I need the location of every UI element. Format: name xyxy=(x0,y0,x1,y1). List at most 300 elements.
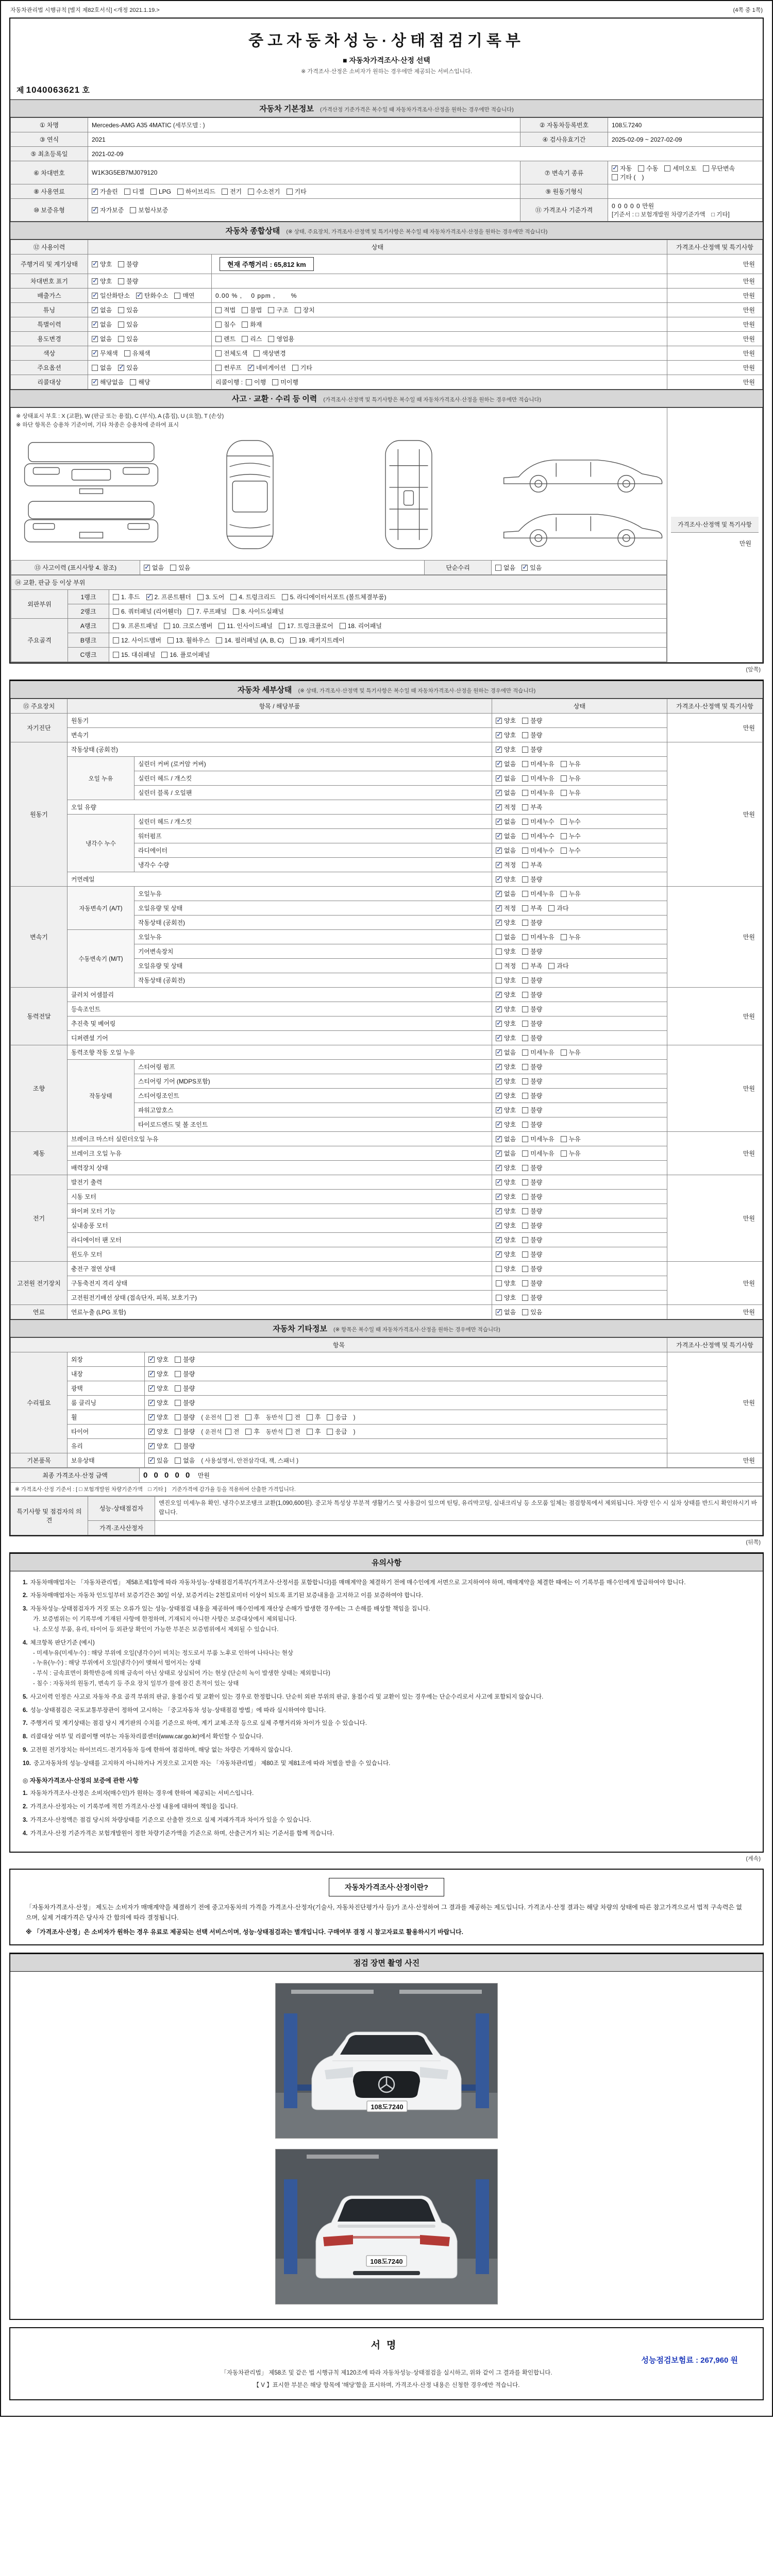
checkbox-option[interactable] xyxy=(146,592,191,601)
checkbox-icon[interactable] xyxy=(522,1078,528,1084)
checkbox-option[interactable] xyxy=(522,1033,542,1042)
checkbox-icon[interactable] xyxy=(215,321,222,328)
checkbox-icon[interactable] xyxy=(215,336,222,342)
checkbox-icon[interactable] xyxy=(175,1414,181,1420)
car-diagram-underbody[interactable] xyxy=(331,435,486,554)
checkbox-option[interactable] xyxy=(92,349,118,358)
checkbox-checked-icon[interactable] xyxy=(496,833,502,839)
checkbox-checked-icon[interactable] xyxy=(136,293,142,299)
checkbox-icon[interactable] xyxy=(496,977,502,984)
checkbox-option[interactable] xyxy=(340,621,382,630)
checkbox-checked-icon[interactable] xyxy=(92,321,98,328)
checkbox-icon[interactable] xyxy=(175,1429,181,1435)
checkbox-icon[interactable] xyxy=(118,307,124,313)
checkbox-option[interactable] xyxy=(286,1413,300,1421)
checkbox-icon[interactable] xyxy=(561,790,567,796)
checkbox-option[interactable] xyxy=(496,933,516,941)
checkbox-option[interactable] xyxy=(286,1427,300,1436)
checkbox-option[interactable] xyxy=(174,291,194,300)
checkbox-checked-icon[interactable] xyxy=(496,1150,502,1157)
checkbox-icon[interactable] xyxy=(113,608,119,615)
checkbox-checked-icon[interactable] xyxy=(496,876,502,883)
checkbox-option[interactable] xyxy=(548,961,568,970)
checkbox-option[interactable] xyxy=(522,1005,542,1013)
checkbox-option[interactable] xyxy=(496,1134,516,1143)
checkbox-option[interactable] xyxy=(496,1091,516,1100)
checkbox-option[interactable] xyxy=(496,1221,516,1230)
checkbox-option[interactable] xyxy=(496,731,516,739)
checkbox-option[interactable] xyxy=(496,1293,516,1302)
checkbox-option[interactable] xyxy=(522,1163,542,1172)
checkbox-option[interactable] xyxy=(496,774,516,783)
checkbox-icon[interactable] xyxy=(268,336,274,342)
checkbox-option[interactable] xyxy=(113,592,140,601)
checkbox-icon[interactable] xyxy=(124,189,130,195)
checkbox-option[interactable] xyxy=(522,563,542,572)
car-diagram-sides[interactable] xyxy=(490,435,676,554)
checkbox-checked-icon[interactable] xyxy=(496,804,502,810)
checkbox-icon[interactable] xyxy=(561,934,567,940)
checkbox-checked-icon[interactable] xyxy=(496,1078,502,1084)
checkbox-icon[interactable] xyxy=(222,189,228,195)
checkbox-option[interactable] xyxy=(148,1413,169,1421)
checkbox-icon[interactable] xyxy=(522,891,528,897)
checkbox-checked-icon[interactable] xyxy=(92,278,98,284)
checkbox-icon[interactable] xyxy=(522,804,528,810)
checkbox-checked-icon[interactable] xyxy=(92,336,98,342)
checkbox-option[interactable] xyxy=(268,334,294,343)
checkbox-checked-icon[interactable] xyxy=(496,732,502,738)
checkbox-option[interactable] xyxy=(522,745,542,754)
checkbox-option[interactable] xyxy=(522,1077,542,1086)
checkbox-icon[interactable] xyxy=(522,934,528,940)
checkbox-option[interactable] xyxy=(290,636,345,645)
checkbox-option[interactable] xyxy=(522,1091,542,1100)
checkbox-checked-icon[interactable] xyxy=(92,207,98,213)
checkbox-option[interactable] xyxy=(188,607,227,616)
checkbox-checked-icon[interactable] xyxy=(148,1400,155,1406)
checkbox-icon[interactable] xyxy=(561,833,567,839)
checkbox-checked-icon[interactable] xyxy=(92,307,98,313)
checkbox-option[interactable] xyxy=(148,1442,169,1450)
checkbox-icon[interactable] xyxy=(522,1251,528,1258)
checkbox-checked-icon[interactable] xyxy=(496,1006,502,1012)
checkbox-option[interactable] xyxy=(197,592,225,601)
checkbox-checked-icon[interactable] xyxy=(496,848,502,854)
checkbox-option[interactable] xyxy=(118,320,138,329)
checkbox-option[interactable] xyxy=(522,1192,542,1201)
checkbox-icon[interactable] xyxy=(175,1385,181,1392)
checkbox-option[interactable] xyxy=(175,1456,195,1465)
checkbox-option[interactable] xyxy=(496,976,516,985)
checkbox-icon[interactable] xyxy=(92,365,98,371)
checkbox-icon[interactable] xyxy=(561,1049,567,1056)
checkbox-option[interactable] xyxy=(496,1178,516,1187)
checkbox-option[interactable] xyxy=(295,306,315,314)
checkbox-option[interactable] xyxy=(136,291,168,300)
checkbox-checked-icon[interactable] xyxy=(144,565,150,571)
checkbox-option[interactable] xyxy=(130,206,168,214)
checkbox-icon[interactable] xyxy=(522,1107,528,1113)
checkbox-icon[interactable] xyxy=(561,761,567,767)
checkbox-option[interactable] xyxy=(522,803,542,811)
checkbox-option[interactable] xyxy=(548,904,568,912)
checkbox-icon[interactable] xyxy=(216,637,222,643)
checkbox-option[interactable] xyxy=(561,774,581,783)
checkbox-checked-icon[interactable] xyxy=(148,1357,155,1363)
checkbox-option[interactable] xyxy=(233,607,284,616)
checkbox-icon[interactable] xyxy=(522,948,528,955)
checkbox-icon[interactable] xyxy=(164,623,170,629)
checkbox-icon[interactable] xyxy=(242,307,248,313)
checkbox-icon[interactable] xyxy=(282,594,288,600)
checkbox-option[interactable] xyxy=(496,1250,516,1259)
checkbox-option[interactable] xyxy=(496,1264,516,1273)
checkbox-option[interactable] xyxy=(144,563,164,572)
checkbox-option[interactable] xyxy=(118,277,138,285)
checkbox-checked-icon[interactable] xyxy=(92,350,98,357)
checkbox-option[interactable] xyxy=(496,1149,516,1158)
checkbox-checked-icon[interactable] xyxy=(148,1429,155,1435)
checkbox-option[interactable] xyxy=(496,788,516,797)
checkbox-option[interactable] xyxy=(522,1264,542,1273)
checkbox-checked-icon[interactable] xyxy=(496,905,502,911)
checkbox-option[interactable] xyxy=(496,990,516,999)
checkbox-icon[interactable] xyxy=(340,623,346,629)
checkbox-option[interactable] xyxy=(522,947,542,956)
checkbox-icon[interactable] xyxy=(188,608,194,615)
checkbox-icon[interactable] xyxy=(522,775,528,782)
checkbox-checked-icon[interactable] xyxy=(148,1371,155,1377)
checkbox-icon[interactable] xyxy=(197,594,204,600)
checkbox-checked-icon[interactable] xyxy=(496,1093,502,1099)
checkbox-option[interactable] xyxy=(496,759,516,768)
checkbox-option[interactable] xyxy=(612,164,632,173)
checkbox-option[interactable] xyxy=(496,961,516,970)
checkbox-option[interactable] xyxy=(496,1048,516,1057)
checkbox-option[interactable] xyxy=(92,187,118,196)
checkbox-option[interactable] xyxy=(92,306,112,314)
checkbox-option[interactable] xyxy=(167,636,210,645)
checkbox-checked-icon[interactable] xyxy=(496,790,502,796)
checkbox-option[interactable] xyxy=(170,563,190,572)
checkbox-checked-icon[interactable] xyxy=(496,819,502,825)
checkbox-icon[interactable] xyxy=(118,278,124,284)
checkbox-icon[interactable] xyxy=(548,905,554,911)
checkbox-option[interactable] xyxy=(522,961,542,970)
checkbox-icon[interactable] xyxy=(268,307,274,313)
checkbox-icon[interactable] xyxy=(279,623,285,629)
checkbox-checked-icon[interactable] xyxy=(496,1021,502,1027)
checkbox-option[interactable] xyxy=(175,1413,195,1421)
checkbox-checked-icon[interactable] xyxy=(496,1179,502,1185)
checkbox-checked-icon[interactable] xyxy=(148,1385,155,1392)
checkbox-icon[interactable] xyxy=(272,379,278,385)
checkbox-icon[interactable] xyxy=(215,365,222,371)
checkbox-icon[interactable] xyxy=(496,1266,502,1272)
checkbox-checked-icon[interactable] xyxy=(496,992,502,998)
checkbox-option[interactable] xyxy=(496,889,516,898)
checkbox-option[interactable] xyxy=(522,1149,554,1158)
checkbox-icon[interactable] xyxy=(175,1371,181,1377)
checkbox-option[interactable] xyxy=(175,1355,195,1364)
checkbox-option[interactable] xyxy=(216,636,284,645)
checkbox-icon[interactable] xyxy=(174,293,180,299)
checkbox-icon[interactable] xyxy=(561,775,567,782)
checkbox-icon[interactable] xyxy=(561,848,567,854)
checkbox-option[interactable] xyxy=(164,621,212,630)
checkbox-option[interactable] xyxy=(496,817,516,826)
checkbox-option[interactable] xyxy=(561,832,581,840)
checkbox-icon[interactable] xyxy=(522,1237,528,1243)
checkbox-icon[interactable] xyxy=(496,948,502,955)
checkbox-option[interactable] xyxy=(175,1427,195,1436)
checkbox-icon[interactable] xyxy=(254,350,260,357)
checkbox-icon[interactable] xyxy=(175,1458,181,1464)
checkbox-icon[interactable] xyxy=(522,1150,528,1157)
checkbox-option[interactable] xyxy=(561,1134,581,1143)
checkbox-icon[interactable] xyxy=(522,1165,528,1171)
checkbox-icon[interactable] xyxy=(130,207,136,213)
checkbox-option[interactable] xyxy=(522,1207,542,1215)
checkbox-option[interactable] xyxy=(561,1149,581,1158)
checkbox-option[interactable] xyxy=(246,378,266,386)
checkbox-icon[interactable] xyxy=(118,336,124,342)
checkbox-checked-icon[interactable] xyxy=(92,261,98,267)
checkbox-icon[interactable] xyxy=(522,848,528,854)
checkbox-option[interactable] xyxy=(496,832,516,840)
checkbox-option[interactable] xyxy=(496,745,516,754)
checkbox-option[interactable] xyxy=(496,1033,516,1042)
checkbox-checked-icon[interactable] xyxy=(496,1136,502,1142)
checkbox-checked-icon[interactable] xyxy=(148,1443,155,1449)
checkbox-option[interactable] xyxy=(496,803,516,811)
checkbox-option[interactable] xyxy=(248,187,280,196)
checkbox-option[interactable] xyxy=(118,363,138,372)
checkbox-icon[interactable] xyxy=(522,1064,528,1070)
checkbox-option[interactable] xyxy=(124,187,144,196)
checkbox-icon[interactable] xyxy=(175,1400,181,1406)
checkbox-option[interactable] xyxy=(113,621,158,630)
checkbox-icon[interactable] xyxy=(287,189,293,195)
checkbox-icon[interactable] xyxy=(307,1429,313,1435)
checkbox-icon[interactable] xyxy=(496,934,502,940)
checkbox-icon[interactable] xyxy=(118,261,124,267)
checkbox-option[interactable] xyxy=(148,1369,169,1378)
checkbox-checked-icon[interactable] xyxy=(496,891,502,897)
checkbox-icon[interactable] xyxy=(113,594,119,600)
checkbox-option[interactable] xyxy=(522,1178,542,1187)
checkbox-icon[interactable] xyxy=(295,307,301,313)
checkbox-option[interactable] xyxy=(496,716,516,725)
checkbox-icon[interactable] xyxy=(496,963,502,969)
checkbox-option[interactable] xyxy=(522,1048,554,1057)
checkbox-option[interactable] xyxy=(268,306,288,314)
checkbox-option[interactable] xyxy=(124,349,150,358)
checkbox-icon[interactable] xyxy=(286,1429,292,1435)
checkbox-icon[interactable] xyxy=(522,747,528,753)
checkbox-option[interactable] xyxy=(242,320,262,329)
checkbox-icon[interactable] xyxy=(522,1093,528,1099)
checkbox-option[interactable] xyxy=(225,1427,240,1436)
checkbox-icon[interactable] xyxy=(219,623,225,629)
checkbox-option[interactable] xyxy=(703,164,735,173)
checkbox-checked-icon[interactable] xyxy=(496,1122,502,1128)
checkbox-icon[interactable] xyxy=(118,321,124,328)
checkbox-icon[interactable] xyxy=(113,637,119,643)
checkbox-option[interactable] xyxy=(561,788,581,797)
checkbox-icon[interactable] xyxy=(242,321,248,328)
checkbox-icon[interactable] xyxy=(246,379,252,385)
checkbox-option[interactable] xyxy=(522,1250,542,1259)
checkbox-icon[interactable] xyxy=(522,1049,528,1056)
checkbox-option[interactable] xyxy=(522,731,542,739)
checkbox-checked-icon[interactable] xyxy=(496,747,502,753)
checkbox-option[interactable] xyxy=(522,1235,542,1244)
checkbox-checked-icon[interactable] xyxy=(496,775,502,782)
checkbox-icon[interactable] xyxy=(522,833,528,839)
checkbox-option[interactable] xyxy=(522,904,542,912)
checkbox-icon[interactable] xyxy=(522,718,528,724)
checkbox-checked-icon[interactable] xyxy=(92,379,98,385)
checkbox-icon[interactable] xyxy=(230,594,237,600)
checkbox-icon[interactable] xyxy=(522,920,528,926)
checkbox-option[interactable] xyxy=(496,904,516,912)
checkbox-icon[interactable] xyxy=(150,189,157,195)
checkbox-option[interactable] xyxy=(638,164,658,173)
car-diagram-top[interactable] xyxy=(173,435,327,554)
checkbox-icon[interactable] xyxy=(561,891,567,897)
checkbox-checked-icon[interactable] xyxy=(496,761,502,767)
checkbox-icon[interactable] xyxy=(522,1208,528,1214)
checkbox-option[interactable] xyxy=(522,1106,542,1114)
checkbox-checked-icon[interactable] xyxy=(496,1035,502,1041)
checkbox-icon[interactable] xyxy=(522,963,528,969)
checkbox-option[interactable] xyxy=(272,378,298,386)
checkbox-option[interactable] xyxy=(245,1427,260,1436)
checkbox-option[interactable] xyxy=(496,1019,516,1028)
checkbox-option[interactable] xyxy=(215,320,236,329)
checkbox-icon[interactable] xyxy=(638,165,644,172)
checkbox-icon[interactable] xyxy=(522,1136,528,1142)
checkbox-checked-icon[interactable] xyxy=(496,862,502,868)
checkbox-icon[interactable] xyxy=(522,1122,528,1128)
checkbox-option[interactable] xyxy=(496,1279,516,1287)
checkbox-option[interactable] xyxy=(118,260,138,268)
checkbox-icon[interactable] xyxy=(522,732,528,738)
checkbox-icon[interactable] xyxy=(177,189,183,195)
checkbox-option[interactable] xyxy=(148,1398,169,1407)
checkbox-option[interactable] xyxy=(522,875,542,884)
checkbox-icon[interactable] xyxy=(113,623,119,629)
checkbox-icon[interactable] xyxy=(522,862,528,868)
checkbox-option[interactable] xyxy=(561,846,581,855)
checkbox-option[interactable] xyxy=(496,1207,516,1215)
checkbox-option[interactable] xyxy=(118,306,138,314)
checkbox-icon[interactable] xyxy=(170,565,176,571)
checkbox-icon[interactable] xyxy=(161,652,167,658)
checkbox-option[interactable] xyxy=(496,1120,516,1129)
checkbox-option[interactable] xyxy=(522,716,542,725)
checkbox-icon[interactable] xyxy=(495,565,501,571)
checkbox-option[interactable] xyxy=(215,363,242,372)
checkbox-option[interactable] xyxy=(561,759,581,768)
checkbox-option[interactable] xyxy=(496,1163,516,1172)
checkbox-option[interactable] xyxy=(279,621,333,630)
checkbox-option[interactable] xyxy=(118,334,138,343)
checkbox-checked-icon[interactable] xyxy=(496,1194,502,1200)
checkbox-icon[interactable] xyxy=(522,1021,528,1027)
checkbox-option[interactable] xyxy=(496,1235,516,1244)
checkbox-checked-icon[interactable] xyxy=(148,1414,155,1420)
checkbox-option[interactable] xyxy=(175,1384,195,1393)
checkbox-option[interactable] xyxy=(522,1221,542,1230)
checkbox-option[interactable] xyxy=(522,1019,542,1028)
checkbox-option[interactable] xyxy=(522,918,542,927)
checkbox-checked-icon[interactable] xyxy=(496,920,502,926)
checkbox-icon[interactable] xyxy=(703,165,709,172)
checkbox-option[interactable] xyxy=(522,817,554,826)
checkbox-checked-icon[interactable] xyxy=(496,1064,502,1070)
checkbox-option[interactable] xyxy=(496,918,516,927)
checkbox-option[interactable] xyxy=(113,607,181,616)
checkbox-option[interactable] xyxy=(225,1413,240,1421)
checkbox-checked-icon[interactable] xyxy=(496,1165,502,1171)
checkbox-icon[interactable] xyxy=(522,1295,528,1301)
checkbox-option[interactable] xyxy=(522,759,554,768)
checkbox-icon[interactable] xyxy=(233,608,239,615)
checkbox-icon[interactable] xyxy=(522,1179,528,1185)
checkbox-option[interactable] xyxy=(495,563,515,572)
checkbox-icon[interactable] xyxy=(307,1414,313,1420)
checkbox-option[interactable] xyxy=(522,846,554,855)
checkbox-option[interactable] xyxy=(175,1369,195,1378)
checkbox-icon[interactable] xyxy=(561,819,567,825)
checkbox-checked-icon[interactable] xyxy=(496,1223,502,1229)
checkbox-icon[interactable] xyxy=(286,1414,292,1420)
checkbox-option[interactable] xyxy=(215,349,247,358)
checkbox-icon[interactable] xyxy=(225,1429,231,1435)
checkbox-checked-icon[interactable] xyxy=(496,1237,502,1243)
checkbox-option[interactable] xyxy=(307,1427,321,1436)
checkbox-icon[interactable] xyxy=(548,963,554,969)
checkbox-icon[interactable] xyxy=(215,350,222,357)
checkbox-icon[interactable] xyxy=(292,365,298,371)
checkbox-option[interactable] xyxy=(496,1308,516,1316)
checkbox-option[interactable] xyxy=(496,846,516,855)
checkbox-icon[interactable] xyxy=(522,790,528,796)
checkbox-option[interactable] xyxy=(248,363,286,372)
checkbox-icon[interactable] xyxy=(664,165,670,172)
checkbox-option[interactable] xyxy=(327,1413,347,1421)
checkbox-option[interactable] xyxy=(215,306,236,314)
checkbox-checked-icon[interactable] xyxy=(248,365,254,371)
checkbox-icon[interactable] xyxy=(522,905,528,911)
checkbox-option[interactable] xyxy=(161,650,210,659)
checkbox-option[interactable] xyxy=(561,933,581,941)
checkbox-checked-icon[interactable] xyxy=(92,293,98,299)
checkbox-icon[interactable] xyxy=(242,336,248,342)
checkbox-icon[interactable] xyxy=(522,977,528,984)
checkbox-option[interactable] xyxy=(522,832,554,840)
checkbox-option[interactable] xyxy=(242,334,262,343)
checkbox-icon[interactable] xyxy=(561,1150,567,1157)
checkbox-option[interactable] xyxy=(522,1293,542,1302)
checkbox-option[interactable] xyxy=(522,860,542,869)
checkbox-icon[interactable] xyxy=(248,189,254,195)
checkbox-option[interactable] xyxy=(496,860,516,869)
checkbox-option[interactable] xyxy=(245,1413,260,1421)
